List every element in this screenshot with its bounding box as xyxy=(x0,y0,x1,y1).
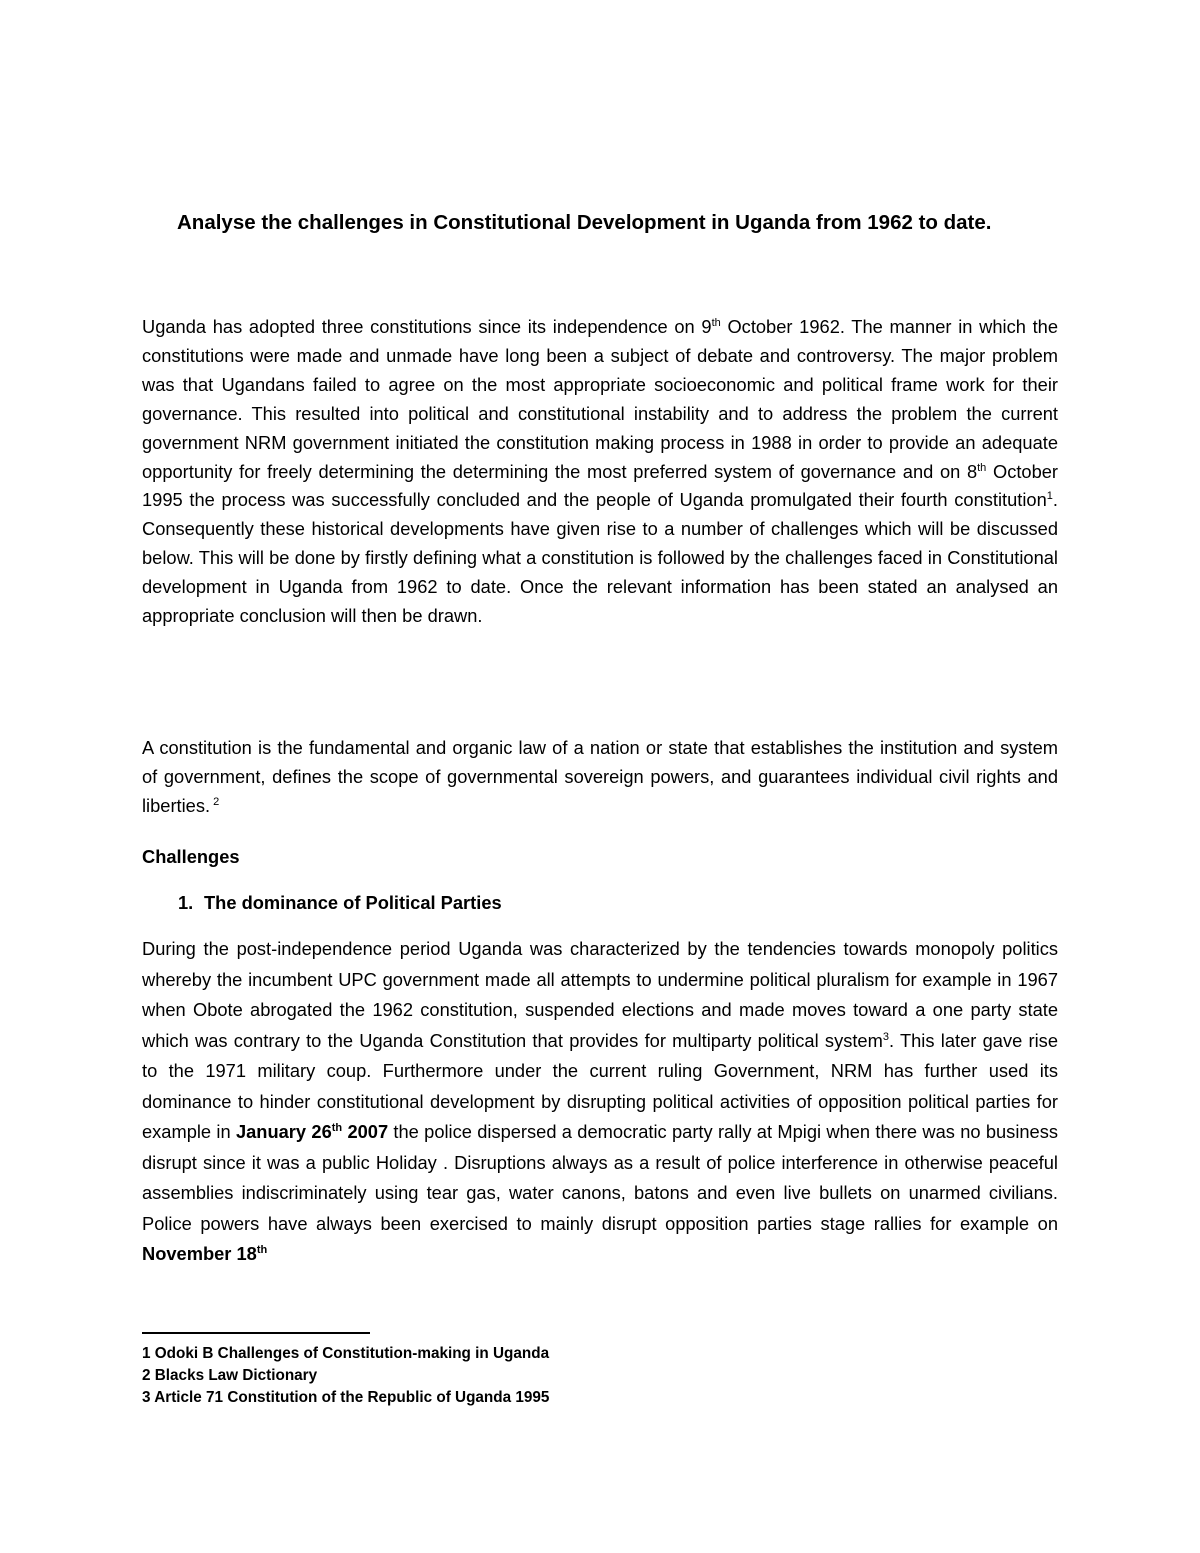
body-paragraph: During the post-independence period Uganda was characterized by the tendencies towards monopoly politics whereby the incumbent UPC government made all attempts to undermine political pluralism for example in 1967 when Obote abrogated the 1962 constitution, suspended elections and made moves toward a one party state which was contrary to the Uganda Constitution that provides for multiparty political system$^3$. This later gave rise to the 1971 military coup. Furthermore under the current ruling Government, NRM has further used its dominance to hinder constitutional development by disrupting political activities of opposition political parties for example in January 26th 2007 the police dispersed a democratic party rally at Mpigi when there was no business disrupt since it was a public Holiday . Disruptions always as a result of police interference in otherwise peaceful assemblies indiscriminately using tear gas, water canons, batons and even live bullets on unarmed civilians. Police powers have always been exercised to mainly disrupt opposition parties stage rallies for example on November 18th xyxy=(142,938,1058,1264)
footnote-separator xyxy=(142,1332,370,1334)
document-title: Analyse the challenges in Constitutional Development in Uganda from 1962 to date. xyxy=(177,211,992,234)
footnote-2: 2 Blacks Law Dictionary xyxy=(142,1367,318,1384)
challenge-item-heading: 1. The dominance of Political Parties xyxy=(178,892,502,913)
challenges-heading: Challenges xyxy=(142,846,240,867)
footnote-1: 1 Odoki B Challenges of Constitution-making in Uganda xyxy=(142,1345,550,1362)
list-number: 1. xyxy=(178,892,194,913)
footnote-3: 3 Article 71 Constitution of the Republic of Uganda 1995 xyxy=(142,1389,550,1406)
footnotes xyxy=(142,1343,942,1409)
definition-paragraph: A constitution is the fundamental and organic law of a nation or state that establishes the institution and system of government, defines the scope of governmental sovereign powers, and guarantees individual civil rights and liberties. $^2$ xyxy=(142,737,1058,816)
intro-paragraph: Uganda has adopted three constitutions since its independence on 9th October 1962. The manner in which the constitutions were made and unmade have long been a subject of debate and controversy. The major problem was that Ugandans failed to agree on the most appropriate socioeconomic and political frame work for their governance. This resulted into political and constitutional instability and to address the problem the current government NRM government initiated the constitution making process in 1988 in order to provide an adequate opportunity for freely determining the determining the most preferred system of governance and on 8th October 1995 the process was successfully concluded and the people of Uganda promulgated their fourth constitution$^1$. Consequently these historical developments have given rise to a number of challenges which will be discussed below. This will be done by firstly defining what a constitution is followed by the challenges faced in Constitutional development in Uganda from 1962 to date. Once the relevant information has been stated an analysed an appropriate conclusion will then be drawn. xyxy=(142,316,1059,627)
